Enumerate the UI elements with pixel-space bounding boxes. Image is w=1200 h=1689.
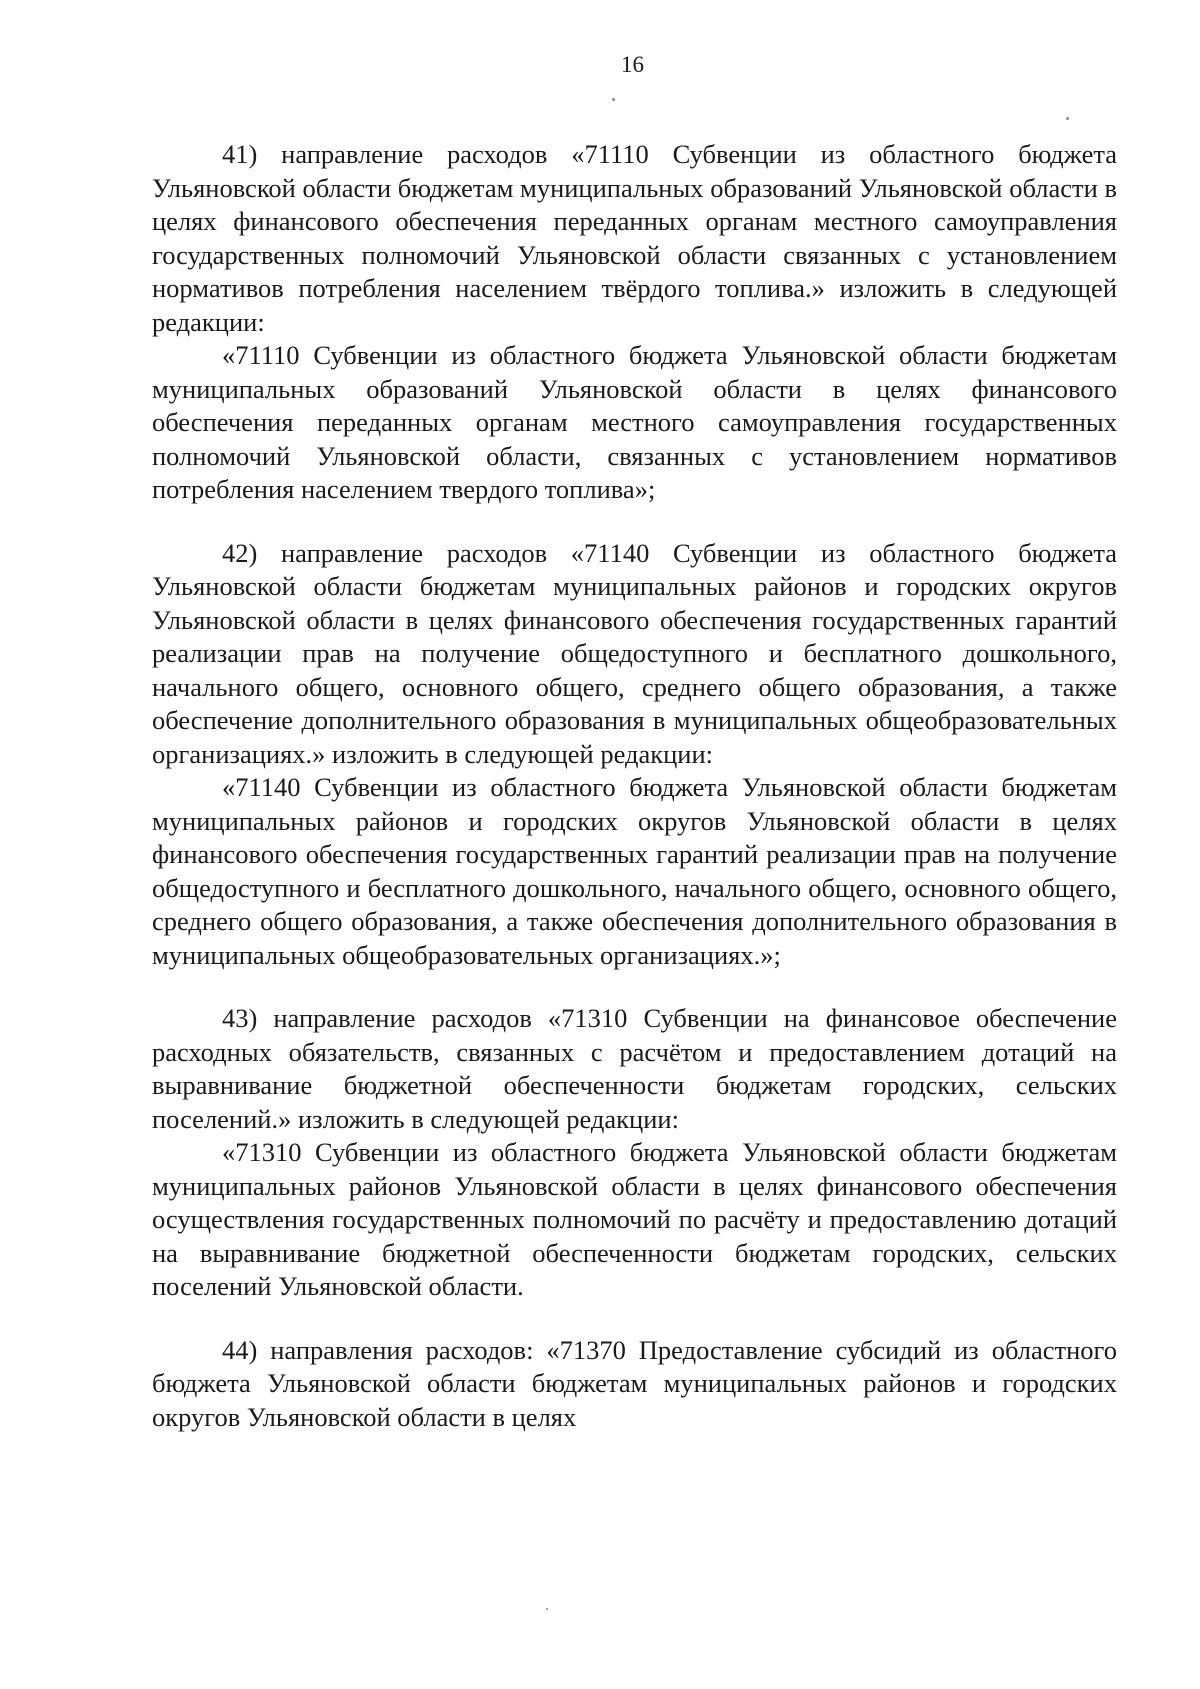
paragraph-43-new-text: «71310 Субвенции из областного бюджета Ульяновской области бюджетам муниципальных районов Ульяновской области в целях финансового обеспечения осуществления государственных полномочий по расчёту и предоставлению дотаций на выравнивание бюджетной обеспеченности бюджетам городских, сельских поселений Ульяновской области.: [152, 1137, 1117, 1301]
document-body: [152, 138, 1117, 1434]
paragraph-44-intro: 44) направления расходов: «71370 Предоставление субсидий из областного бюджета Ульяновской области бюджетам муниципальных районов и городских округов Ульяновской области в целях: [152, 1334, 1117, 1432]
paragraph-42-new-text: «71140 Субвенции из областного бюджета Ульяновской области бюджетам муниципальных районов и городских округов Ульяновской области в целях финансового обеспечения государственных гарантий реализации прав на получение общедоступного и бесплатного дошкольного, начального общего, основного общего, среднего общего образования, а также обеспечения дополнительного образования в муниципальных общеобразовательных организациях.»;: [152, 772, 1117, 970]
paragraph-41-intro: 41) направление расходов «71110 Субвенции из областного бюджета Ульяновской области бюджетам муниципальных образований Ульяновской области в целях финансового обеспечения переданных органам местного самоуправления государственных полномочий Ульяновской области связанных с установлением нормативов потребления населением твёрдого топлива.» изложить в следующей редакции:: [152, 139, 1117, 337]
scan-speck: [546, 1608, 548, 1610]
paragraph-43-intro: 43) направление расходов «71310 Субвенции на финансовое обеспечение расходных обязательств, связанных с расчётом и предоставлением дотаций на выравнивание бюджетной обеспеченности бюджетам городских, сельских поселений.» изложить в следующей редакции:: [152, 1003, 1117, 1134]
paragraph-42-intro: 42) направление расходов «71140 Субвенции из областного бюджета Ульяновской области бюджетам муниципальных районов и городских округов Ульяновской области в целях финансового обеспечения государственных гарантий реализации прав на получение общедоступного и бесплатного дошкольного, начального общего, основного общего, среднего общего образования, а также обеспечение дополнительного образования в муниципальных общеобразовательных организациях.» изложить в следующей редакции:: [152, 537, 1117, 769]
page-number: 16: [621, 52, 644, 77]
scan-speck: [612, 98, 615, 101]
paragraph-41-new-text: «71110 Субвенции из областного бюджета Ульяновской области бюджетам муниципальных образований Ульяновской области в целях финансового обеспечения переданных органам местного самоуправления государственных полномочий Ульяновской области, связанных с установлением нормативов потребления населением твердого топлива»;: [152, 340, 1117, 504]
scan-speck: [1066, 117, 1069, 120]
